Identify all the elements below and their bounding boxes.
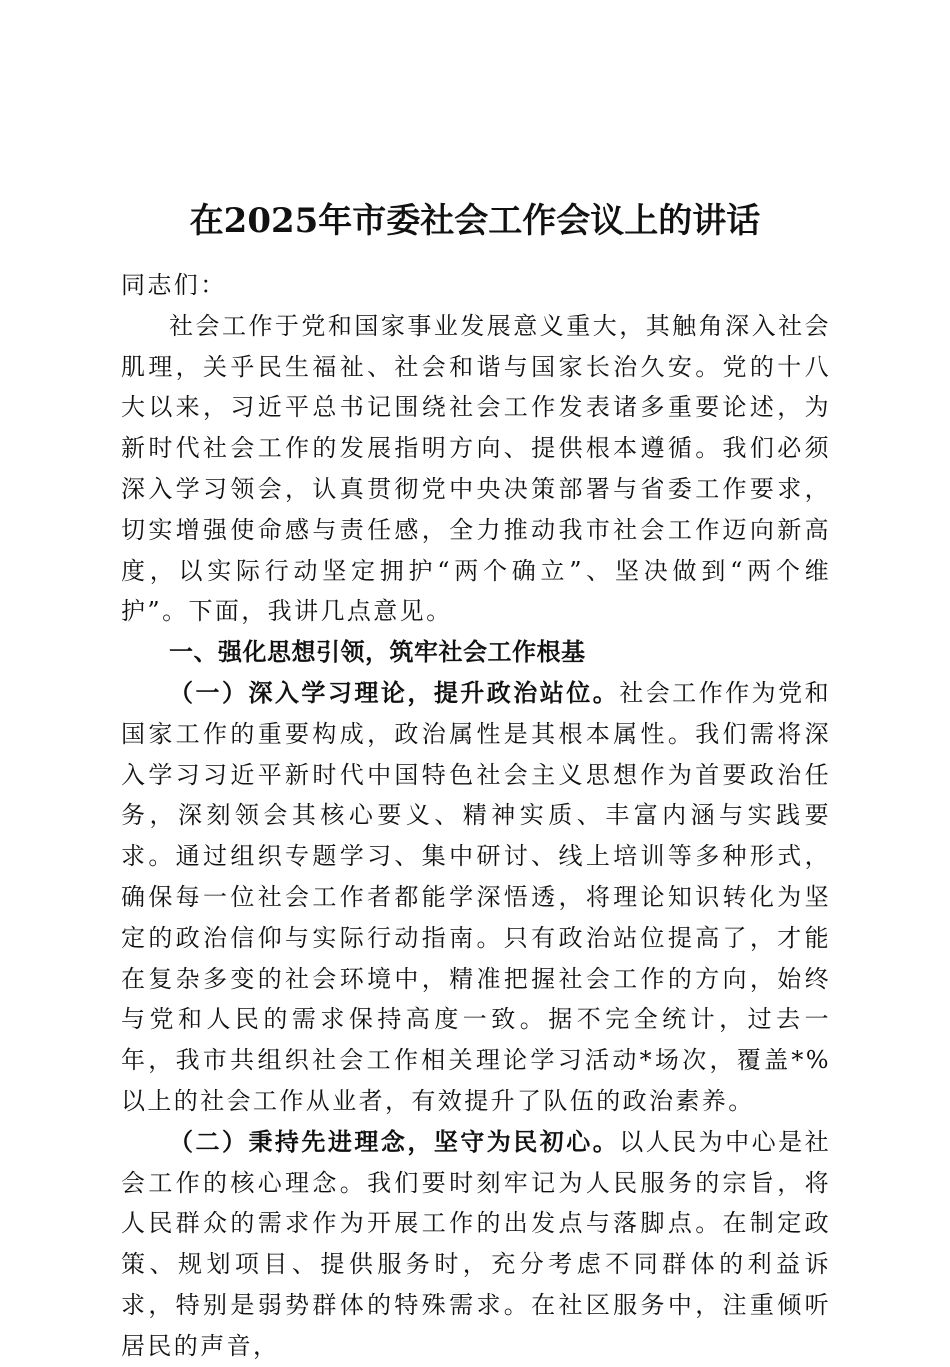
section-heading: 一、强化思想引领，筑牢社会工作根基 [169,638,586,667]
subsection-2-heading: （二）秉持先进理念，坚守为民初心。 [169,1126,620,1156]
subsection-1-heading: （一）深入学习理论，提升政治站位。 [169,677,620,707]
intro-paragraph: 社会工作于党和国家事业发展意义重大，其触角深入社会肌理，关乎民生福祉、社会和谐与国家长治久安。党的十八大以来，习近平总书记围绕社会工作发表诸多重要论述，为新时代社会工作的发展指明方向、提供根本遵循。我们必须深入学习领会，认真贯彻党中央决策部署与省委工作要求，切实增强使命感与责任感，全力推动我市社会工作迈向新高度，以实际行动坚定拥护“两个确立”、坚决做到“两个维护”。下面，我讲几点意见。 [121,311,831,626]
salutation: 同志们： [121,271,227,299]
subsection-2-body: 以人民为中心是社会工作的核心理念。我们要时刻牢记为人民服务的宗旨，将人民群众的需求作为开展工作的出发点与落脚点。在制定政策、规划项目、提供服务时，充分考虑不同群体的利益诉求，特别是弱势群体的特殊需求。在社区服务中，注重倾听居民的声音， [121,1127,831,1360]
document-body [121,265,831,1367]
subsection-1-body: 社会工作作为党和国家工作的重要构成，政治属性是其根本属性。我们需将深入学习习近平新时代中国特色社会主义思想作为首要政治任务，深刻领会其核心要义、精神实质、丰富内涵与实践要求。通过组织专题学习、集中研讨、线上培训等多种形式，确保每一位社会工作者都能学深悟透，将理论知识转化为坚定的政治信仰与实际行动指南。只有政治站位提高了，才能在复杂多变的社会环境中，精准把握社会工作的方向，始终与党和人民的需求保持高度一致。据不完全统计，过去一年，我市共组织社会工作相关理论学习活动*场次，覆盖*%以上的社会工作从业者，有效提升了队伍的政治素养。 [121,678,831,1115]
document-title: 在2025年市委社会工作会议上的讲话 [189,201,761,241]
subsection-2-paragraph [121,1122,831,1367]
subsection-1-paragraph [121,673,831,1122]
